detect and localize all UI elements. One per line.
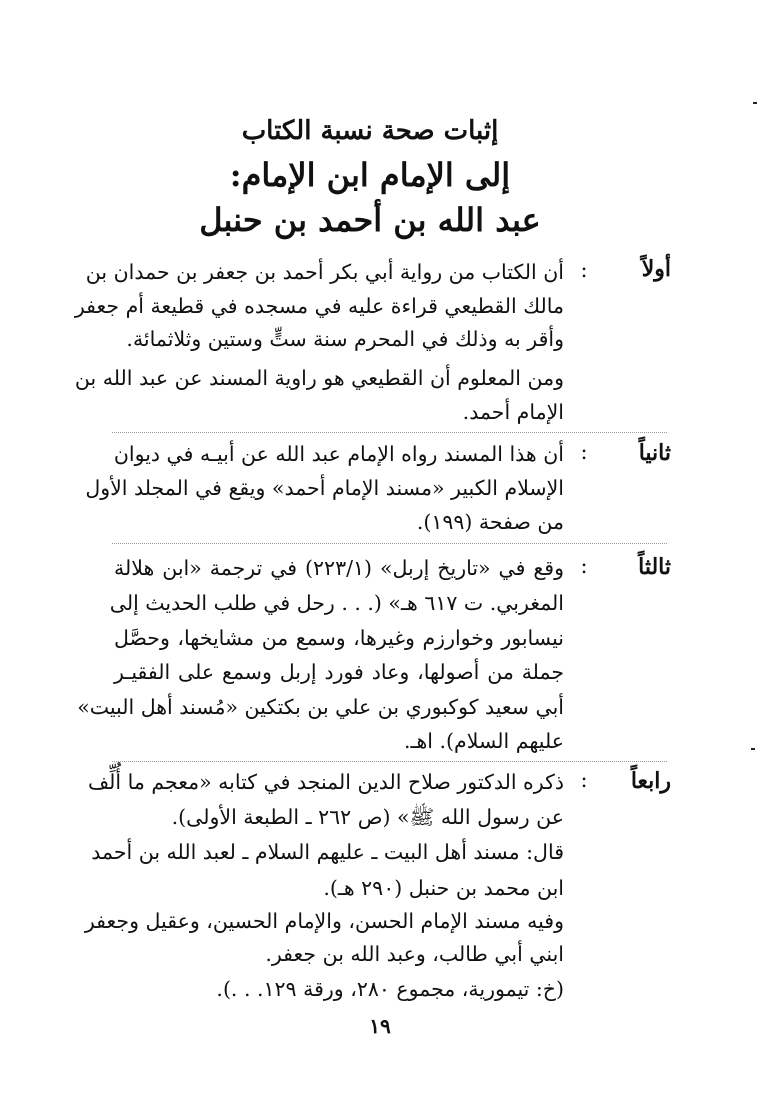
- section-label: رابعاً: [630, 768, 671, 794]
- section-line: أن هذا المسند رواه الإمام عبد الله عن أبيـه في ديوان: [113, 442, 564, 466]
- page-number: ١٩: [369, 1014, 391, 1038]
- section-divider: [112, 432, 667, 433]
- section-line: أن الكتاب من رواية أبي بكر أحمد بن جعفر بن حمدان بن: [85, 260, 564, 284]
- title-line-2: إلى الإمام ابن الإمام:: [229, 156, 511, 194]
- section-line: وقع في «تاريخ إربل» (٢٢٣/١) في ترجمة «ابن هلالة: [114, 556, 564, 580]
- section-divider: [112, 761, 667, 762]
- section-divider: [112, 543, 667, 544]
- scan-edge-mark: [751, 748, 755, 750]
- section-label: ثالثاً: [638, 554, 671, 580]
- section-colon: :: [580, 440, 588, 464]
- section-colon: :: [580, 768, 588, 792]
- section-line: جملة من أصولها، وعاد فورد إربل وسمع على الفقيـر: [114, 660, 564, 684]
- section-label: أولاً: [641, 256, 671, 282]
- section-line: عليهم السلام). اهـ.: [403, 729, 564, 753]
- section-line: الإمام أحمد.: [462, 400, 564, 424]
- section-line: وأقر به وذلك في المحرم سنة ستٍّ وستين وثلاثمائة.: [126, 327, 564, 351]
- section-line: نيسابور وخوارزم وغيرها، وسمع من مشايخها، وحصَّل: [114, 626, 564, 650]
- section-line: الإسلام الكبير «مسند الإمام أحمد» ويقع في المجلد الأول: [85, 476, 564, 500]
- section-line: ابني أبي طالب، وعبد الله بن جعفر.: [265, 942, 564, 966]
- section-colon: :: [580, 258, 588, 282]
- section-line: من صفحة (١٩٩).: [416, 510, 564, 534]
- section-line: مالك القطيعي قراءة عليه في مسجده في قطيعة أم جعفر: [74, 294, 564, 318]
- section-line: ابن محمد بن حنبل (٢٩٠ هـ).: [323, 876, 564, 900]
- title-line-3: عبد الله بن أحمد بن حنبل: [199, 201, 541, 239]
- section-line: ومن المعلوم أن القطيعي هو راوية المسند عن عبد الله بن: [74, 366, 564, 390]
- section-line: أبي سعيد كوكبوري بن علي بن بكتكين «مُسند أهل البيت»: [77, 695, 564, 719]
- scan-edge-mark: [753, 102, 757, 104]
- section-line: ذكره الدكتور صلاح الدين المنجد في كتابه «معجم ما أُلِّف: [87, 770, 564, 794]
- section-line: عن رسول الله ﷺ» (ص ٢٦٢ ـ الطبعة الأولى).: [171, 805, 564, 829]
- section-label: ثانياً: [638, 440, 671, 466]
- section-line: قال: مسند أهل البيت ـ عليهم السلام ـ لعبد الله بن أحمد: [91, 840, 564, 864]
- section-line: وفيه مسند الإمام الحسن، والإمام الحسين، وعقيل وجعفر: [84, 909, 564, 933]
- section-line: المغربي. ت ٦١٧ هـ» (. . . رحل في طلب الحديث إلى: [109, 591, 564, 615]
- section-colon: :: [580, 554, 588, 578]
- section-line: (خ: تيمورية، مجموع ٢٨٠، ورقة ١٢٩. . .).: [216, 977, 564, 1001]
- title-line-1: إثبات صحة نسبة الكتاب: [241, 116, 499, 146]
